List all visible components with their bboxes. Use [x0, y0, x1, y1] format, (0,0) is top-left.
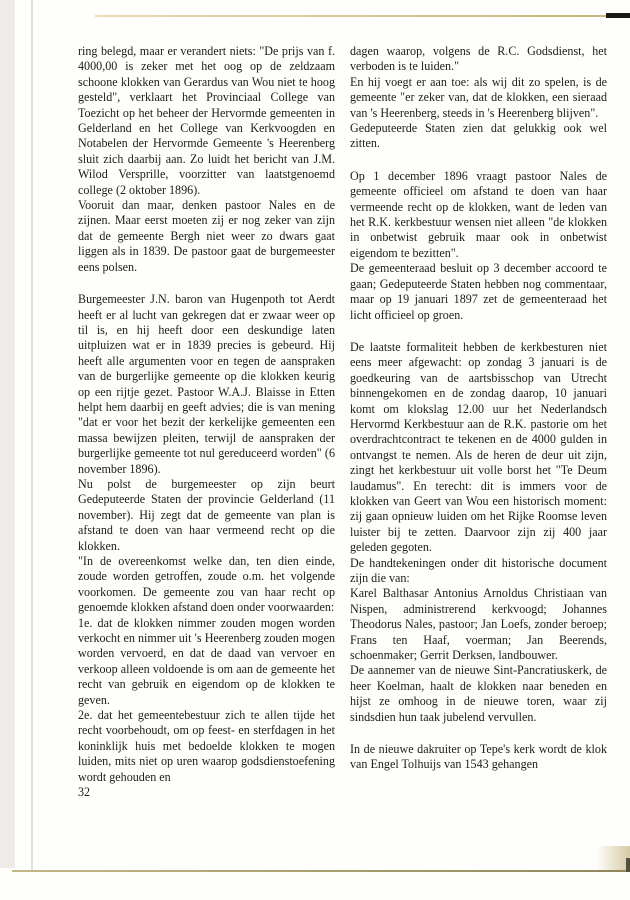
scan-bottom-right-dark-mark	[626, 858, 630, 872]
scan-bottom-right-shadow	[596, 846, 630, 870]
paragraph: De gemeenteraad besluit op 3 december accoord te gaan; Gedeputeerde Staten hebben nog commentaar, maar op 19 januari 1897 zet de gemeenteraad het licht officieel op groen.	[350, 261, 607, 322]
paragraph: 1e. dat de klokken nimmer zouden mogen worden verkocht en nimmer uit 's Heerenberg zouden mogen worden vervoerd, en dat de daad van vervoer en verkoop alleen voldoende is om aan de gemeente het recht van gebruik en eigendom op de klokken te geven.	[78, 615, 335, 707]
right-column	[350, 44, 607, 801]
paragraph: Karel Balthasar Antonius Arnoldus Christiaan van Nispen, administrerend kerkvoogd; Johannes Theodorus Nales, pastoor; Jan Loefs, zonder beroep; Frans ten Haaf, voerman; Jan Beerends, schoenmaker; Gerrit Derksen, landbouwer.	[350, 586, 607, 663]
page-number: 32	[78, 785, 91, 800]
left-column	[78, 44, 335, 801]
paragraph: De laatste formaliteit hebben de kerkbesturen niet eens meer afgewacht: op zondag 3 januari is de goedkeuring van de aartsbisschop van Utrecht binnengekomen en de zondag daarop, 10 januari komt om klokslag 12.00 uur het Nederlandsch Hervormd Kerkbestuur aan de R.K. pastorie om het overdrachtcontract te tekenen en de 4000 gulden in ontvangst te nemen. Als de heren de deur uit zijn, zingt het kerkbestuur uit volle borst het "Te Deum laudamus". En terecht: dit is immers voor de klokken van Geert van Wou een historisch moment: zij gaan opnieuw luiden om het Rijke Roomse leven luister bij te zetten. Daarvoor zijn zij 400 jaar geleden gegoten.	[350, 339, 607, 555]
scan-bottom-edge	[12, 870, 630, 872]
paragraph: dagen waarop, volgens de R.C. Godsdienst, het verboden is te luiden."	[350, 44, 607, 74]
page-fold-line	[31, 0, 33, 870]
paragraph: Nu polst de burgemeester op zijn beurt Gedeputeerde Staten der provincie Gelderland (11 november). Hij zegt dat de gemeente van plan is afstand te doen van haar vermeend recht op die klokken.	[78, 476, 335, 553]
scan-top-edge	[95, 15, 608, 17]
paragraph: In de nieuwe dakruiter op Tepe's kerk wordt de klok van Engel Tolhuijs van 1543 gehangen	[350, 742, 607, 772]
text-columns	[78, 44, 607, 801]
scan-top-edge-dark-mark	[606, 13, 630, 18]
paragraph: Op 1 december 1896 vraagt pastoor Nales de gemeente officieel om afstand te doen van haar vermeende recht op de klokken, want de leden van het R.K. kerkbestuur wensen niet alleen "de klokken in onbetwist gebruik maar ook in onbetwist eigendom te bezitten".	[350, 168, 607, 260]
paragraph: De aannemer van de nieuwe Sint-Pancratiuskerk, de heer Koelman, haalt de klokken naar beneden en hijst ze omhoog in de nieuwe toren, waar zij sindsdien hun taak jubelend vervullen.	[350, 663, 607, 724]
paragraph: En hij voegt er aan toe: als wij dit zo spelen, is de gemeente "er zeker van, dat de klokken, een sieraad van 's Heerenberg, steeds in 's Heerenberg blijven".	[350, 74, 607, 120]
paragraph: ring belegd, maar er verandert niets: "De prijs van f. 4000,00 is zeker met het oog op de zeldzaam schoone klokken van Gerardus van Wou niet te hoog gesteld", verklaart het Provinciaal College van Toezicht op het beheer der Hervormde gemeenten in Gelderland en het College van Kerkvoogden en Notabelen der Hervormde Gemeente 's Heerenberg sluit zich daarbij aan. Zo luidt het bericht van J.M. Wilod Versprille, voorzitter van laatstgenoemd college (2 oktober 1896).	[78, 44, 335, 197]
scan-left-edge	[0, 0, 15, 868]
paragraph: "In de overeenkomst welke dan, ten dien einde, zoude worden getroffen, zoude o.m. het volgende voorkomen. De gemeente zou van haar recht op genoemde klokken afstand doen onder voorwaarden:	[78, 554, 335, 615]
paragraph: De handtekeningen onder dit historische document zijn die van:	[350, 555, 607, 585]
paragraph: 2e. dat het gemeentebestuur zich te allen tijde het recht voorbehoudt, om op feest- en sterfdagen in het koninklijk huis met bedoelde klokken te mogen luiden, mits niet op uren waarop godsdienstoefening wordt gehouden en	[78, 708, 335, 784]
paragraph: Gedeputeerde Staten zien dat gelukkig ook wel zitten.	[350, 121, 607, 151]
paragraph: Vooruit dan maar, denken pastoor Nales en de zijnen. Maar eerst moeten zij er nog zeker van zijn dat de gemeente Bergh niet weer zo dwars gaat liggen als in 1839. De pastoor gaat de burgemeester eens polsen.	[78, 198, 335, 274]
paragraph: Burgemeester J.N. baron van Hugenpoth tot Aerdt heeft er al lucht van gekregen dat er zwaar weer op til is, en hij heeft door een deskundige laten uitpluizen wat er in 1839 precies is gebeurd. Hij heeft alle argumenten voor en tegen de aanspraken van de burgerlijke gemeente op die klokken keurig op een rijtje gezet. Pastoor W.A.J. Blaisse in Etten helpt hem daarbij en geeft advies; die is van mening "dat er voor het bezit der kerkelijke gemeenten een massa bewijzen pleiten, terwijl de aanspraken der burgerlijke gemeente tot nul gereduceerd worden" (6 november 1896).	[78, 292, 335, 476]
